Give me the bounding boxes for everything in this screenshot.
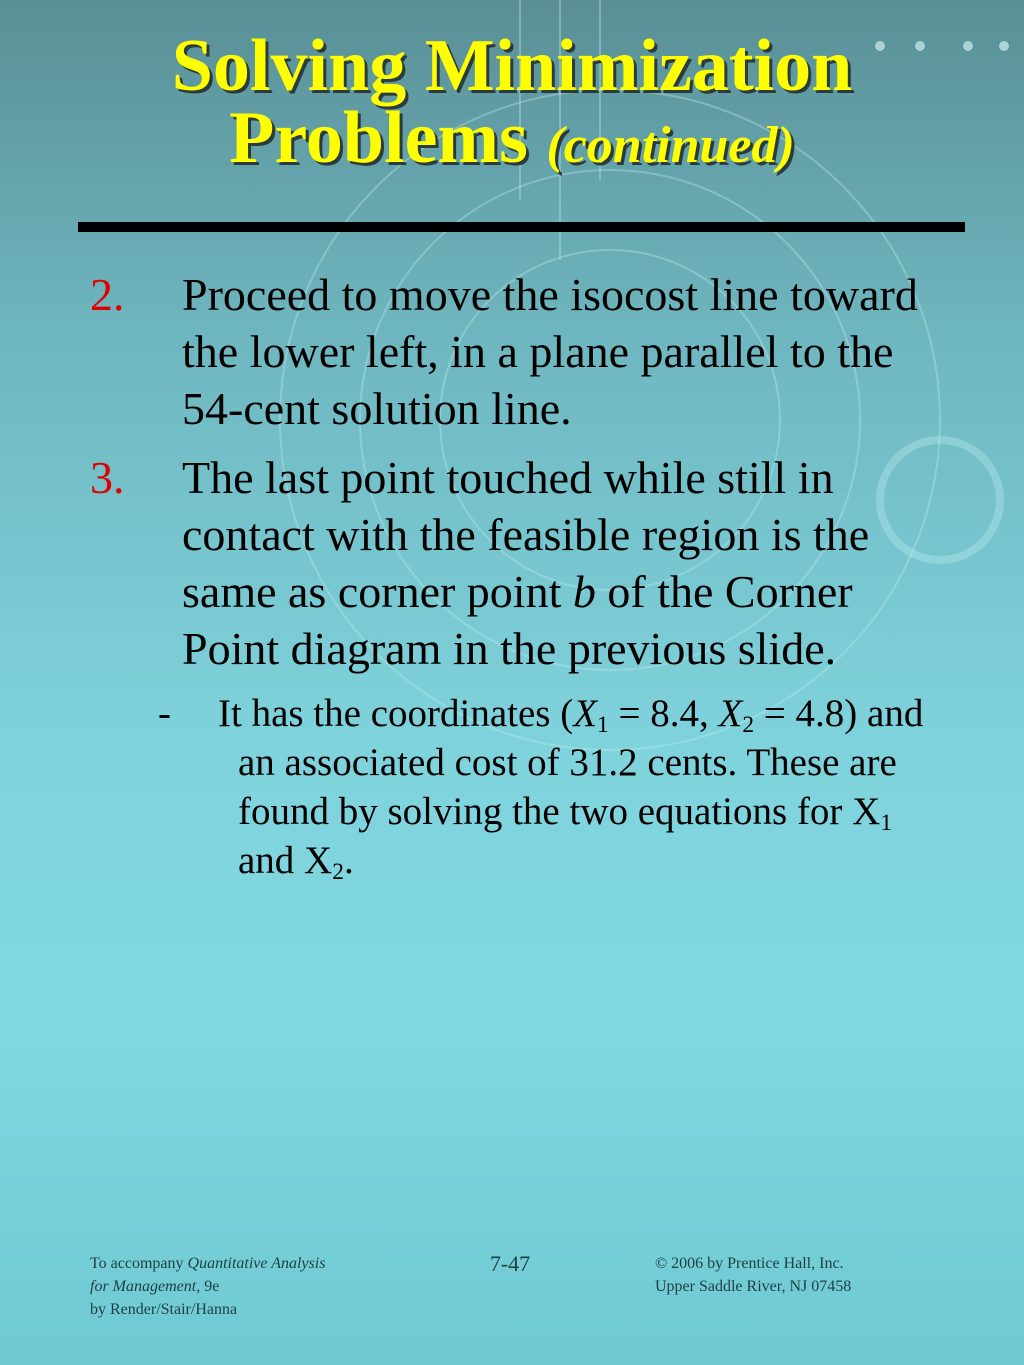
content-list — [90, 266, 970, 885]
footer-copyright: © 2006 by Prentice Hall, Inc. — [655, 1255, 844, 1272]
subscript: 2 — [332, 858, 344, 885]
text-part: = 8.4, — [608, 692, 719, 735]
title-problems: Problems — [229, 97, 528, 179]
item-text — [182, 449, 942, 677]
footer-authors: by Render/Stair/Hanna — [90, 1301, 238, 1318]
sub-bullet — [158, 689, 970, 885]
footer-book-title: Quantitative Analysis — [187, 1255, 326, 1272]
footer-edition: 9e — [200, 1278, 220, 1295]
title-line-2 — [0, 97, 1024, 182]
text-part: and X — [238, 839, 333, 882]
footer-right — [655, 1252, 975, 1298]
text-part: It has the coordinates ( — [218, 692, 574, 735]
title-line-1: Solving Minimization — [171, 25, 853, 107]
item-text-part: The last point touched while still in contact with the feasible region is the same as corner point — [182, 452, 870, 617]
title-divider — [78, 222, 965, 232]
title-continued: (continued) — [546, 117, 795, 174]
subscript: 1 — [597, 711, 609, 738]
sub-bullet-dash: - — [158, 692, 171, 735]
item-text: Proceed to move the isocost line toward the lower left, in a plane parallel to the 54-cent solution line. — [182, 269, 918, 434]
footer-publisher-location: Upper Saddle River, NJ 07458 — [655, 1278, 852, 1295]
subscript: 1 — [880, 809, 893, 836]
text-part: . — [343, 839, 354, 882]
text-part: = 4.8) and an associated cost of 31.2 cents. These are found by solving the two equations for X — [238, 692, 924, 833]
footer-book-title: for Management, — [90, 1278, 201, 1295]
list-item-2 — [90, 266, 970, 437]
item-number: 2. — [90, 269, 125, 320]
slide-title — [0, 25, 1024, 182]
sub-bullet-text — [218, 689, 938, 885]
subscript: 2 — [742, 711, 755, 738]
corner-point-label: b — [572, 566, 596, 617]
item-number: 3. — [90, 452, 125, 503]
list-item-3 — [90, 449, 970, 677]
slide-number: 7-47 — [489, 1251, 531, 1276]
var-x2: X — [718, 692, 743, 735]
footer-left — [90, 1252, 410, 1321]
item-text-part: of the Corner Point diagram in the previous slide. — [182, 566, 853, 674]
var-x1: X — [573, 692, 598, 735]
footer-text: To accompany — [90, 1255, 188, 1272]
